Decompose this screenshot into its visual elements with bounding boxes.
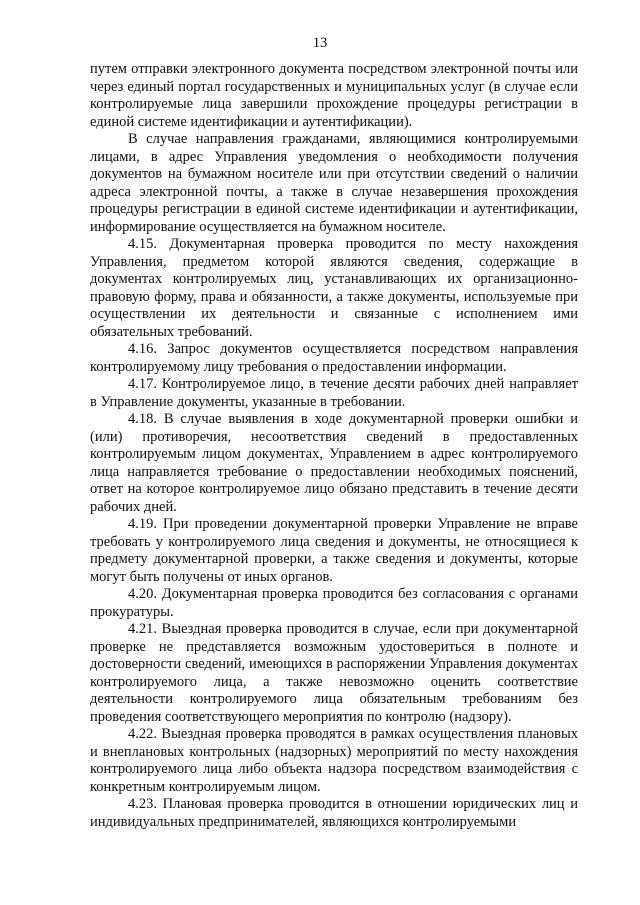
paragraph-4-20: 4.20. Документарная проверка проводится без согласования с органами прокуратуры.: [90, 586, 578, 620]
paragraph-4-15: 4.15. Документарная проверка проводится по месту нахождения Управления, предметом которой являются сведения, содержащие в документах контролируемых лиц, устанавливающих их организационно-правовую форму, права и обязанности, а также документы, используемые при осуществлении их деятельности и связанные с исполнением ими обязательных требований.: [90, 236, 578, 340]
paragraph-4-17: 4.17. Контролируемое лицо, в течение десяти рабочих дней направляет в Управление документы, указанные в требовании.: [90, 376, 578, 410]
paragraph-4-23: 4.23. Плановая проверка проводится в отношении юридических лиц и индивидуальных предпринимателей, являющихся контролируемыми: [90, 796, 578, 830]
paragraph-4-22: 4.22. Выездная проверка проводятся в рамках осуществления плановых и внеплановых контрольных (надзорных) мероприятий по месту нахождения контролируемого лица либо объекта надзора посредством взаимодействия с конкретным контролируемым лицом.: [90, 726, 578, 795]
document-body: [90, 61, 578, 831]
paragraph-continuation: путем отправки электронного документа посредством электронной почты или через единый портал государственных и муниципальных услуг (в случае если контролируемые лица завершили прохождение процедуры регистрации в единой системе идентификации и аутентификации).: [90, 61, 578, 130]
paragraph-4-21: 4.21. Выездная проверка проводится в случае, если при документарной проверке не представляется возможным удостовериться в полноте и достоверности сведений, имеющихся в распоряжении Управления документах контролируемого лица, а также невозможно оценить соответствие деятельности контролируемого лица обязательным требованиям без проведения соответствующего мероприятия по контролю (надзору).: [90, 621, 578, 725]
page-number: 13: [312, 35, 328, 51]
paragraph-4-18: 4.18. В случае выявления в ходе документарной проверки ошибки и (или) противоречия, несоответствия сведений в предоставленных контролируемым лицом документах, Управлением в адрес контролируемого лица направляется требование о предоставлении необходимых пояснений, ответ на которое контролируемое лицо обязано представить в течение десяти рабочих дней.: [90, 411, 578, 515]
paragraph-citizens-notification: В случае направления гражданами, являющимися контролируемыми лицами, в адрес Управления уведомления о необходимости получения документов на бумажном носителе или при отсутствии сведений о наличии адреса электронной почты, а также в случае незавершения прохождения процедуры регистрации в единой системе идентификации и аутентификации, информирование осуществляется на бумажном носителе.: [90, 131, 578, 235]
paragraph-4-19: 4.19. При проведении документарной проверки Управление не вправе требовать у контролируемого лица сведения и документы, не относящиеся к предмету документарной проверки, а также сведения и документы, которые могут быть получены от иных органов.: [90, 516, 578, 585]
paragraph-4-16: 4.16. Запрос документов осуществляется посредством направления контролируемому лицу требования о предоставлении информации.: [90, 341, 578, 375]
